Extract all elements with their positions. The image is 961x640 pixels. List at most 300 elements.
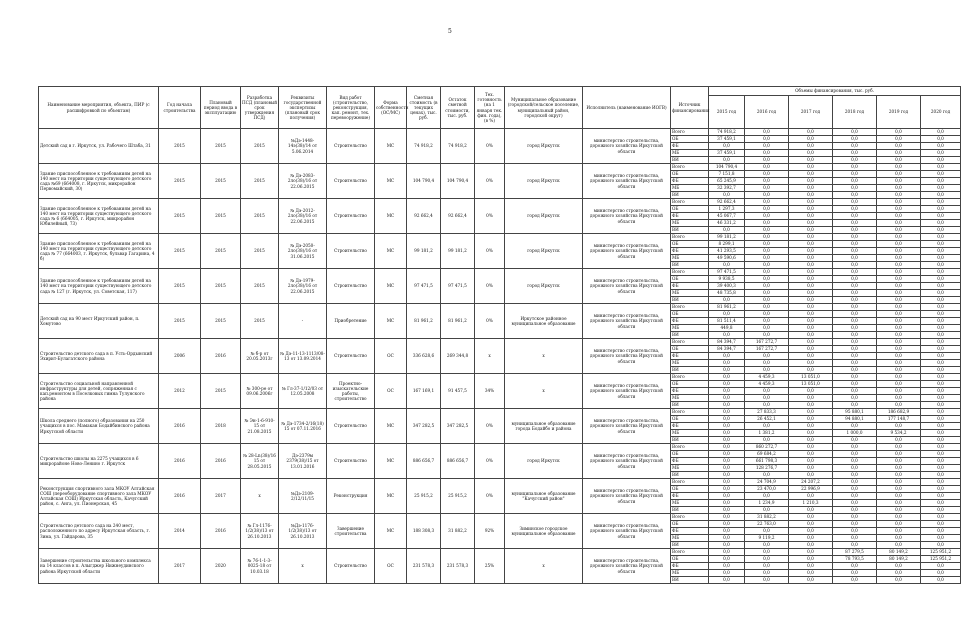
amount-cell: 0,0 [877,458,921,465]
amount-cell: 0,0 [921,192,961,199]
amount-cell: 0,0 [877,521,921,528]
amount-cell: 0,0 [709,143,745,150]
amount-cell: 0,0 [745,150,789,157]
project-executor: министерство строительства, дорожного хозяйства Иркутской области [583,199,671,234]
project-name: Завершение строительства школьного комплекса на 14 классов в п. Алыгджер Нижнеудинского района Иркутской области [39,549,159,584]
amount-cell: 0,0 [877,423,921,430]
project-pir: 2015 [241,199,279,234]
amount-cell: 0,0 [921,304,961,311]
amount-cell: 0,0 [833,332,877,339]
amount-cell: 13 051,0 [789,374,833,381]
amount-cell: 0,0 [921,290,961,297]
amount-cell: 0,0 [789,444,833,451]
project-expertise: № Дэ-11-13-1113/08-13 от 13.09.2014 [279,339,327,374]
header-year: 2017 год [789,96,833,129]
amount-cell: 0,0 [921,493,961,500]
project-estimate: 886 656,7 [407,444,441,479]
amount-cell: 0,0 [709,367,745,374]
amount-cell: 0,0 [745,402,789,409]
project-work: Строительство [327,269,375,304]
project-end: 2018 [201,409,241,444]
amount-cell: 9 119,2 [745,535,789,542]
amount-cell: 0,0 [709,451,745,458]
project-pir: № Эн-1-6-910-15 от 21.08.2015 [241,409,279,444]
project-executor: министерство строительства, дорожного хозяйства Иркутской области [583,269,671,304]
amount-cell: 0,0 [877,486,921,493]
project-executor: министерство строительства, дорожного хозяйства Иркутской области [583,514,671,549]
header-work: Вид работ (строительство, реконструкция, кап. ремонт, тех. перевооружение) [327,87,375,129]
amount-cell: 97 471,5 [709,269,745,276]
source-label: Всего [671,164,709,171]
amount-cell: 37 459,1 [709,150,745,157]
amount-cell: 0,0 [877,465,921,472]
header-volume: Объемы финансирования, тыс. руб. [709,87,961,96]
table-row [39,479,961,486]
project-expertise: № Гл-37-1/12/03 от 12.05.2008 [279,374,327,409]
project-end: 2015 [201,199,241,234]
amount-cell: 0,0 [745,570,789,577]
source-label: Всего [671,479,709,486]
project-expertise: № Дэ-2050-2ло(38)/16 от 31.06.2015 [279,234,327,269]
project-work: Строительство [327,234,375,269]
amount-cell: 24 207,2 [789,479,833,486]
source-label: Всего [671,514,709,521]
project-name: Строительство социальной направленной инфраструктуры для детей, сопряженная с кап.ремонтом в Поселковых гимна Тулунского района [39,374,159,409]
source-label: ОБ [671,241,709,248]
amount-cell: 0,0 [877,192,921,199]
source-label: ОБ [671,416,709,423]
project-estimate: 25 915,2 [407,479,441,514]
project-end: 2020 [201,549,241,584]
amount-cell: 0,0 [921,206,961,213]
amount-cell: 0,0 [833,451,877,458]
source-label: МБ [671,535,709,542]
project-pir: № б-р от 20.05.2013г [241,339,279,374]
amount-cell: 0,0 [789,185,833,192]
amount-cell: 0,0 [921,213,961,220]
project-start: 2015 [159,269,201,304]
amount-cell: 0,0 [877,129,921,136]
amount-cell: 0,0 [833,346,877,353]
amount-cell: 0,0 [833,248,877,255]
amount-cell: 22 763,0 [745,521,789,528]
project-remain: 91 457,5 [441,374,475,409]
amount-cell: 0,0 [745,164,789,171]
table-row [39,374,961,381]
amount-cell: 0,0 [745,143,789,150]
amount-cell: 0,0 [789,311,833,318]
project-expertise: №Дэ-2109-2/12/11/15 [279,479,327,514]
amount-cell: 0,0 [789,213,833,220]
amount-cell: 0,0 [833,367,877,374]
project-expertise: №Дэ-1176-1/2(38)/13 от 26.10.2013 [279,514,327,549]
project-remain: 347 282,5 [441,409,475,444]
amount-cell: 0,0 [833,185,877,192]
source-label: ВИ [671,227,709,234]
project-ownership: МС [375,304,407,339]
amount-cell: 0,0 [789,234,833,241]
amount-cell: 0,0 [921,185,961,192]
amount-cell: 0,0 [745,199,789,206]
amount-cell: 0,0 [921,437,961,444]
amount-cell: 0,0 [745,262,789,269]
amount-cell: 0,0 [877,437,921,444]
amount-cell: 0,0 [709,227,745,234]
project-ownership: ОС [375,339,407,374]
amount-cell: 0,0 [833,521,877,528]
header-expertise: Реквизиты государственной экспертизы (плановый срок получения) [279,87,327,129]
amount-cell: 0,0 [709,465,745,472]
amount-cell: 0,0 [833,164,877,171]
amount-cell: 0,0 [745,388,789,395]
amount-cell: 0,0 [921,164,961,171]
table-row [39,444,961,451]
header-end: Плановый период ввода в эксплуатацию [201,87,241,129]
amount-cell: 0,0 [833,143,877,150]
amount-cell: 0,0 [745,332,789,339]
project-start: 2014 [159,514,201,549]
amount-cell: 0,0 [789,129,833,136]
amount-cell: 0,0 [833,528,877,535]
project-start: 2016 [159,444,201,479]
amount-cell: 0,0 [833,402,877,409]
project-work: Строительство [327,339,375,374]
amount-cell: 0,0 [877,542,921,549]
amount-cell: 0,0 [877,248,921,255]
project-ownership: МС [375,444,407,479]
amount-cell: 0,0 [833,136,877,143]
project-remain: 269 344,8 [441,339,475,374]
amount-cell: 65 245,9 [709,178,745,185]
header-estimate: Сметная стоимость (в текущих ценах), тыс. руб. [407,87,441,129]
source-label: Всего [671,409,709,416]
amount-cell: 0,0 [877,332,921,339]
project-remain: 231 578,3 [441,549,475,584]
table-row [39,304,961,311]
amount-cell: 0,0 [921,283,961,290]
amount-cell: 0,0 [789,248,833,255]
amount-cell: 167 272,7 [745,346,789,353]
project-name: Детский сад на 90 мест Иркутский район, п. Хомутово [39,304,159,339]
amount-cell: 0,0 [833,353,877,360]
amount-cell: 0,0 [833,318,877,325]
header-year: 2020 год [921,96,961,129]
amount-cell: 0,0 [877,528,921,535]
amount-cell: 0,0 [709,542,745,549]
amount-cell: 661 798,3 [745,458,789,465]
amount-cell: 0,0 [709,500,745,507]
table-row [39,129,961,136]
amount-cell: 186 682,9 [877,409,921,416]
project-municipality: город Иркутск [505,129,583,164]
amount-cell: 0,0 [709,556,745,563]
amount-cell: 0,0 [709,521,745,528]
amount-cell: 0,0 [789,423,833,430]
amount-cell: 0,0 [833,479,877,486]
amount-cell: 0,0 [745,556,789,563]
amount-cell: 0,0 [877,402,921,409]
amount-cell: 0,0 [789,136,833,143]
amount-cell: 0,0 [877,178,921,185]
amount-cell: 0,0 [745,157,789,164]
amount-cell: 0,0 [833,171,877,178]
amount-cell: 0,0 [789,451,833,458]
amount-cell: 0,0 [921,346,961,353]
amount-cell: 0,0 [877,339,921,346]
source-label: МБ [671,360,709,367]
project-ownership: МС [375,269,407,304]
source-label: ОБ [671,136,709,143]
source-label: ФБ [671,178,709,185]
amount-cell: 0,0 [877,220,921,227]
amount-cell: 0,0 [789,297,833,304]
project-pir: 2015 [241,164,279,199]
source-label: Всего [671,129,709,136]
amount-cell: 0,0 [789,157,833,164]
source-label: ВИ [671,332,709,339]
project-remain: 97 471,5 [441,269,475,304]
amount-cell: 0,0 [789,332,833,339]
amount-cell: 0,0 [921,339,961,346]
amount-cell: 0,0 [789,255,833,262]
amount-cell: 0,0 [877,493,921,500]
project-remain: 25 915,2 [441,479,475,514]
amount-cell: 0,0 [921,262,961,269]
amount-cell: 1 297,3 [709,206,745,213]
project-readiness: 0% [475,269,505,304]
project-expertise: №Дэ-1448-14э(38)/14 от 5.06.2014 [279,129,327,164]
project-end: 2015 [201,234,241,269]
project-readiness: 0% [475,234,505,269]
amount-cell: 0,0 [789,262,833,269]
amount-cell: 0,0 [877,157,921,164]
amount-cell: 0,0 [789,318,833,325]
amount-cell: 87 279,5 [833,549,877,556]
amount-cell: 0,0 [921,367,961,374]
project-estimate: 231 578,3 [407,549,441,584]
project-expertise: Дэ-2379м 2379(38)/15 от 13.01.2016 [279,444,327,479]
amount-cell: 0,0 [709,262,745,269]
project-ownership: ОС [375,374,407,409]
amount-cell: 0,0 [745,185,789,192]
amount-cell: 0,0 [833,220,877,227]
source-label: ОБ [671,171,709,178]
project-executor: министерство строительства, дорожного хозяйства Иркутской области [583,409,671,444]
project-remain: 31 882,2 [441,514,475,549]
amount-cell: 26 452,1 [745,416,789,423]
source-label: ФБ [671,528,709,535]
source-label: ОБ [671,311,709,318]
project-start: 2017 [159,549,201,584]
amount-cell: 0,0 [789,458,833,465]
header-source: Источник финансирования [671,87,709,129]
amount-cell: 0,0 [921,577,961,584]
amount-cell: 0,0 [921,563,961,570]
amount-cell: 0,0 [877,206,921,213]
project-readiness: 0% [475,304,505,339]
amount-cell: 0,0 [789,577,833,584]
header-year: 2019 год [877,96,921,129]
amount-cell: 0,0 [877,297,921,304]
source-label: ВИ [671,367,709,374]
amount-cell: 0,0 [789,325,833,332]
amount-cell: 0,0 [877,577,921,584]
header-year: 2018 год [833,96,877,129]
project-municipality: город Иркутск [505,234,583,269]
source-label: Всего [671,234,709,241]
project-executor: министерство строительства, дорожного хозяйства Иркутской области [583,339,671,374]
project-readiness: 0% [475,444,505,479]
amount-cell: 167 272,7 [745,339,789,346]
project-end: 2016 [201,339,241,374]
amount-cell: 0,0 [745,227,789,234]
amount-cell: 0,0 [921,507,961,514]
project-work: Строительство [327,549,375,584]
amount-cell: 0,0 [789,430,833,437]
project-readiness: 0% [475,164,505,199]
amount-cell: 0,0 [833,493,877,500]
project-readiness: 0% [475,199,505,234]
source-label: ОБ [671,486,709,493]
amount-cell: 0,0 [833,374,877,381]
amount-cell: 0,0 [921,430,961,437]
amount-cell: 0,0 [709,311,745,318]
amount-cell: 0,0 [789,514,833,521]
source-label: ВИ [671,192,709,199]
amount-cell: 0,0 [709,353,745,360]
source-label: Всего [671,339,709,346]
amount-cell: 0,0 [921,521,961,528]
amount-cell: 0,0 [921,402,961,409]
project-name: Детский сад в г. Иркутск, ул. Рабочего Штаба, 31 [39,129,159,164]
project-pir: № 300-ре от 09.06.2006г [241,374,279,409]
project-municipality: город Иркутск [505,199,583,234]
amount-cell: 0,0 [877,325,921,332]
amount-cell: 1 234,9 [745,500,789,507]
amount-cell: 125 951,2 [921,549,961,556]
project-executor: министерство строительства, дорожного хозяйства Иркутской области [583,129,671,164]
project-estimate: 92 662,4 [407,199,441,234]
table-row [39,164,961,171]
header-municipality: Муниципальное образование (городской/сельское поселение, муниципальный район, городской округ) [505,87,583,129]
amount-cell: 0,0 [921,535,961,542]
amount-cell: 0,0 [833,388,877,395]
amount-cell: 0,0 [833,199,877,206]
amount-cell: 0,0 [921,360,961,367]
source-label: ВИ [671,262,709,269]
project-pir: 2015 [241,269,279,304]
amount-cell: 23 470,0 [745,486,789,493]
project-work: Реконструкция [327,479,375,514]
amount-cell: 0,0 [833,465,877,472]
amount-cell: 0,0 [833,577,877,584]
amount-cell: 0,0 [877,227,921,234]
project-pir: 2015 [241,304,279,339]
project-start: 2015 [159,199,201,234]
source-label: ВИ [671,472,709,479]
amount-cell: 177 148,7 [877,416,921,423]
amount-cell: 0,0 [789,206,833,213]
amount-cell: 0,0 [745,311,789,318]
amount-cell: 0,0 [709,458,745,465]
amount-cell: 0,0 [789,360,833,367]
amount-cell: 0,0 [789,283,833,290]
amount-cell: 0,0 [745,395,789,402]
amount-cell: 0,0 [877,283,921,290]
amount-cell: 0,0 [745,353,789,360]
amount-cell: 0,0 [789,535,833,542]
amount-cell: 0,0 [789,143,833,150]
project-expertise: № Дэ-1734-2/16(18) 15 от 07.11.2016 [279,409,327,444]
amount-cell: 99 181,2 [709,234,745,241]
amount-cell: 0,0 [789,507,833,514]
project-executor: министерство строительства, дорожного хозяйства Иркутской области [583,444,671,479]
amount-cell: 0,0 [789,556,833,563]
source-label: Всего [671,199,709,206]
amount-cell: 0,0 [921,570,961,577]
amount-cell: 0,0 [789,521,833,528]
amount-cell: 0,0 [921,514,961,521]
project-work: Завершение строительства [327,514,375,549]
amount-cell: 0,0 [921,234,961,241]
project-end: 2015 [201,304,241,339]
amount-cell: 0,0 [745,269,789,276]
header-year: 2015 год [709,96,745,129]
amount-cell: 0,0 [877,570,921,577]
amount-cell: 32 392,7 [709,185,745,192]
amount-cell: 0,0 [833,150,877,157]
source-label: МБ [671,185,709,192]
source-label: МБ [671,150,709,157]
project-estimate: 81 961,2 [407,304,441,339]
amount-cell: 0,0 [709,563,745,570]
amount-cell: 0,0 [789,367,833,374]
amount-cell: 0,0 [789,290,833,297]
project-end: 2017 [201,479,241,514]
project-estimate: 104 790,4 [407,164,441,199]
project-start: 2015 [159,304,201,339]
amount-cell: 0,0 [789,395,833,402]
amount-cell: 0,0 [709,486,745,493]
header-name: Наименование мероприятия, объекта, ПИР (с расшифровкой по объектам) [39,87,159,129]
amount-cell: 0,0 [833,276,877,283]
amount-cell: 0,0 [789,388,833,395]
amount-cell: 0,0 [921,542,961,549]
source-label: ФБ [671,493,709,500]
source-label: МБ [671,500,709,507]
amount-cell: 0,0 [833,304,877,311]
project-readiness: 0% [475,129,505,164]
amount-cell: 0,0 [833,444,877,451]
amount-cell: 0,0 [709,472,745,479]
project-work: Строительство [327,199,375,234]
project-expertise: - [279,304,327,339]
amount-cell: 0,0 [789,493,833,500]
project-estimate: 74 918,2 [407,129,441,164]
project-ownership: МС [375,514,407,549]
source-label: ВИ [671,297,709,304]
amount-cell: 9 534,2 [877,430,921,437]
amount-cell: 0,0 [921,528,961,535]
project-municipality: город Иркутск [505,269,583,304]
project-executor: министерство строительства, дорожного хозяйства Иркутской области [583,234,671,269]
project-work: Приобретение [327,304,375,339]
amount-cell: 0,0 [745,507,789,514]
amount-cell: 0,0 [745,255,789,262]
project-name: Здание приспособленное к требованиям детей на 140 мест на территории существующего детского сада № 77 (664003, г. Иркутск, бульвар Гагарина, 4 б) [39,234,159,269]
table-row [39,549,961,556]
amount-cell: 0,0 [877,241,921,248]
